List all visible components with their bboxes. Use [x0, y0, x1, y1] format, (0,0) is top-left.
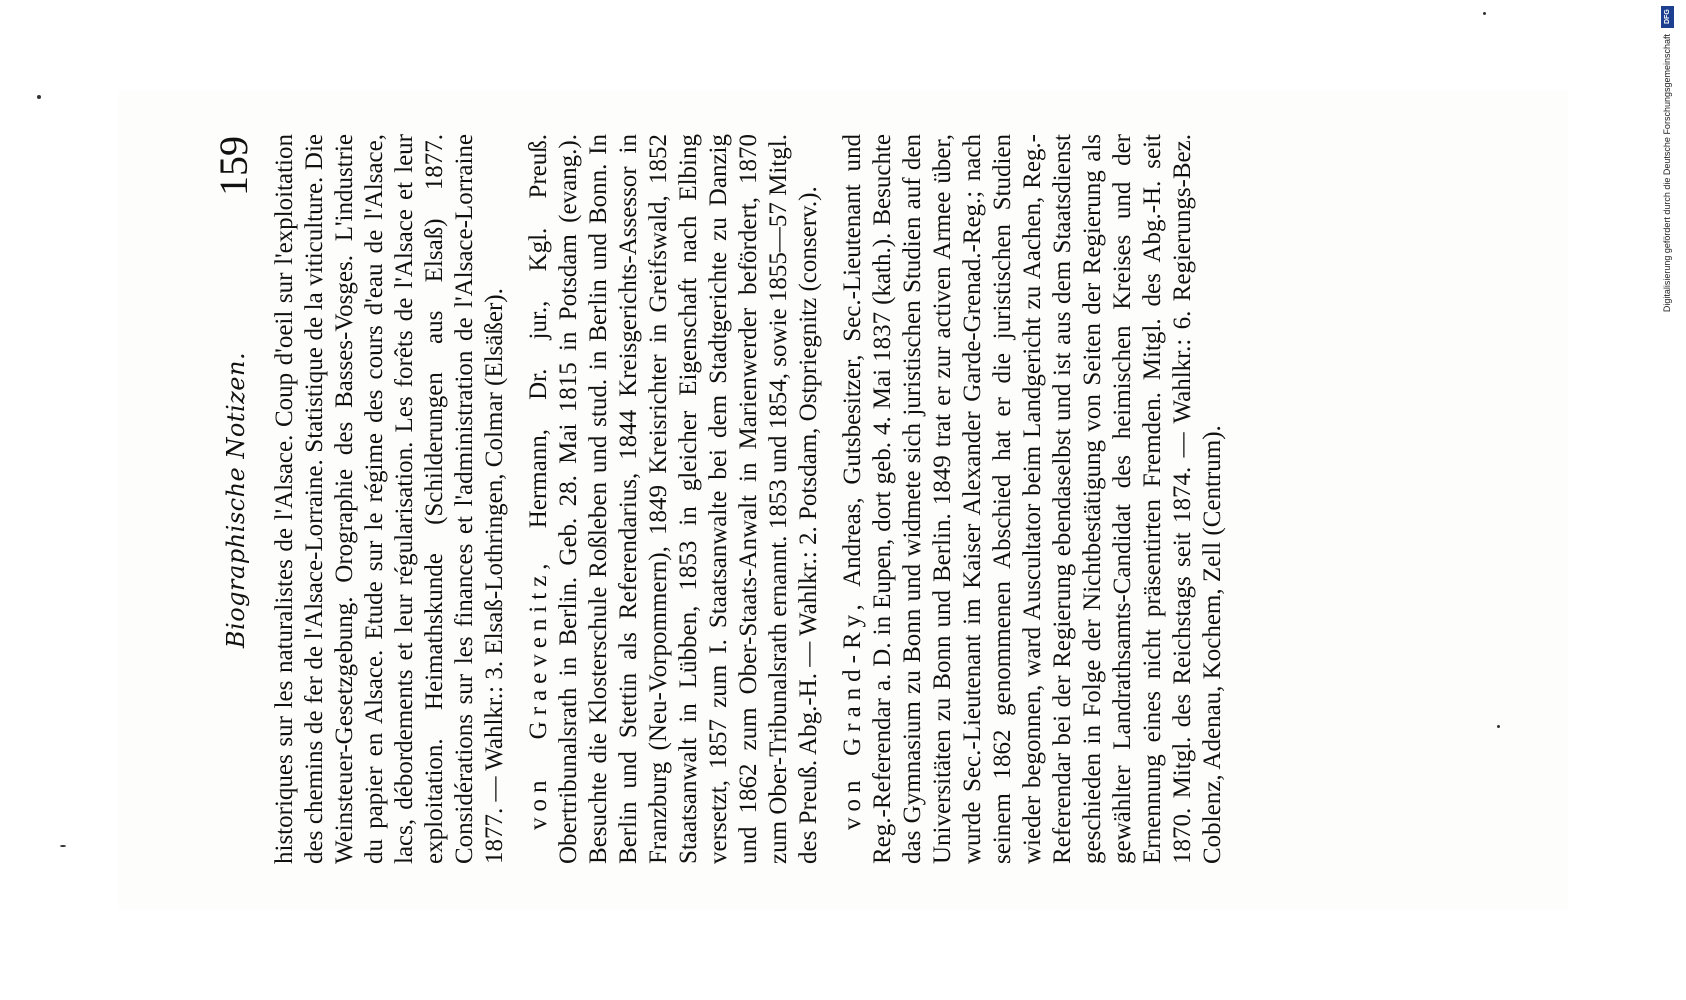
scan-speck [1497, 725, 1500, 728]
page-header [210, 130, 270, 870]
text-body [270, 134, 1508, 864]
entry-text: Andreas, Gutsbesitzer, Sec.-Lieutenant und Reg.-Referendar a. D. in Eupen, dort geb. 4. Mai 1837 (kath.). Besuchte das Gymnasium zu Bonn und widmete sich juristischen Studien auf den Universitäten zu Bonn und Berlin. 1849 trat er zur activen Armee über, wurde Sec.-Lieutenant im Kaiser Alexander Garde-Grenad.-Reg.; nach seinem 1862 genommenen Abschied hat er die juristischen Studien wieder begonnen, ward Auscultator beim Landgericht zu Aachen, Reg.-Referendar bei der Regierung ebendaselbst und ist aus dem Staatsdienst geschieden in Folge der Nichtbestätigung von Seiten der Regierung als gewählter Landrathsamts-Candidat des heimischen Kreises und der Ernennung eines nicht präsentirten Fremden. Mitgl. des Abg.-H. seit 1870. Mitgl. des Reichstags seit 1874. — Wahlkr.: 6. Regierungs-Bez. Coblenz, Adenau, Kochem, Zell (Centrum). [839, 134, 1226, 864]
entry-name: von Grand-Ry, [839, 598, 866, 830]
scan-speck [37, 95, 41, 99]
entry-name: von Graevenitz, [525, 557, 552, 830]
digitization-note: Digitalisierung gefördert durch die Deutsche Forschungsgemeinschaft [1662, 34, 1672, 313]
biography-entry-grand-ry [838, 134, 1228, 864]
entry-text: Hermann, Dr. jur., Kgl. Preuß. Obertribunalsrath in Berlin. Geb. 28. Mai 1815 in Potsdam (evang.). Besuchte die Klosterschule Roßleben und stud. in Berlin und Bonn. In Berlin und Stettin als Referendarius, 1844 Kreisgerichts-Assessor in Franzburg (Neu-Vorpommern), 1849 Kreisrichter in Greifswald, 1852 Staatsanwalt in Lübben, 1853 in gleicher Eigenschaft nach Elbing versetzt, 1857 zum I. Staatsanwalte bei dem Stadtgerichte zu Danzig und 1862 zum Ober-Staats-Anwalt in Marienwerder befördert, 1870 zum Ober-Tribunalsrath ernannt. 1853 und 1854, sowie 1855—57 Mitgl. des Preuß. Abg.-H. — Wahlkr.: 2. Potsdam, Ostpriegnitz (conserv.). [525, 133, 822, 864]
entry-text: historiques sur les naturalistes de l'Alsace. Coup d'oeil sur l'exploitation des chemins de fer de l'Alsace-Lorraine. Statistique de la viticulture. Die Weinsteuer-Gesetzgebung. Orographie des Basses-Vosges. L'industrie du papier en Alsace. Etude sur le régime des cours d'eau de l'Alsace, lacs, débordements et leur régularisation. Les forêts de l'Alsace et leur exploitation. Heimathskunde (Schilderungen aus Elsaß) 1877. Considérations sur les finances et l'administration de l'Alsace-Lorraine 1877. — Wahlkr.: 3. Elsaß-Lothringen, Colmar (Elsäßer). [271, 134, 508, 864]
scanned-page [118, 90, 1568, 910]
scan-speck [1483, 12, 1486, 15]
biography-entry-graevenitz [524, 134, 824, 864]
running-head: Biographische Notizen. [222, 351, 250, 649]
entry-continuation [270, 134, 510, 864]
scan-speck [60, 845, 66, 847]
page-number: 159 [211, 136, 256, 196]
dfg-logo: DFG [1661, 6, 1674, 28]
